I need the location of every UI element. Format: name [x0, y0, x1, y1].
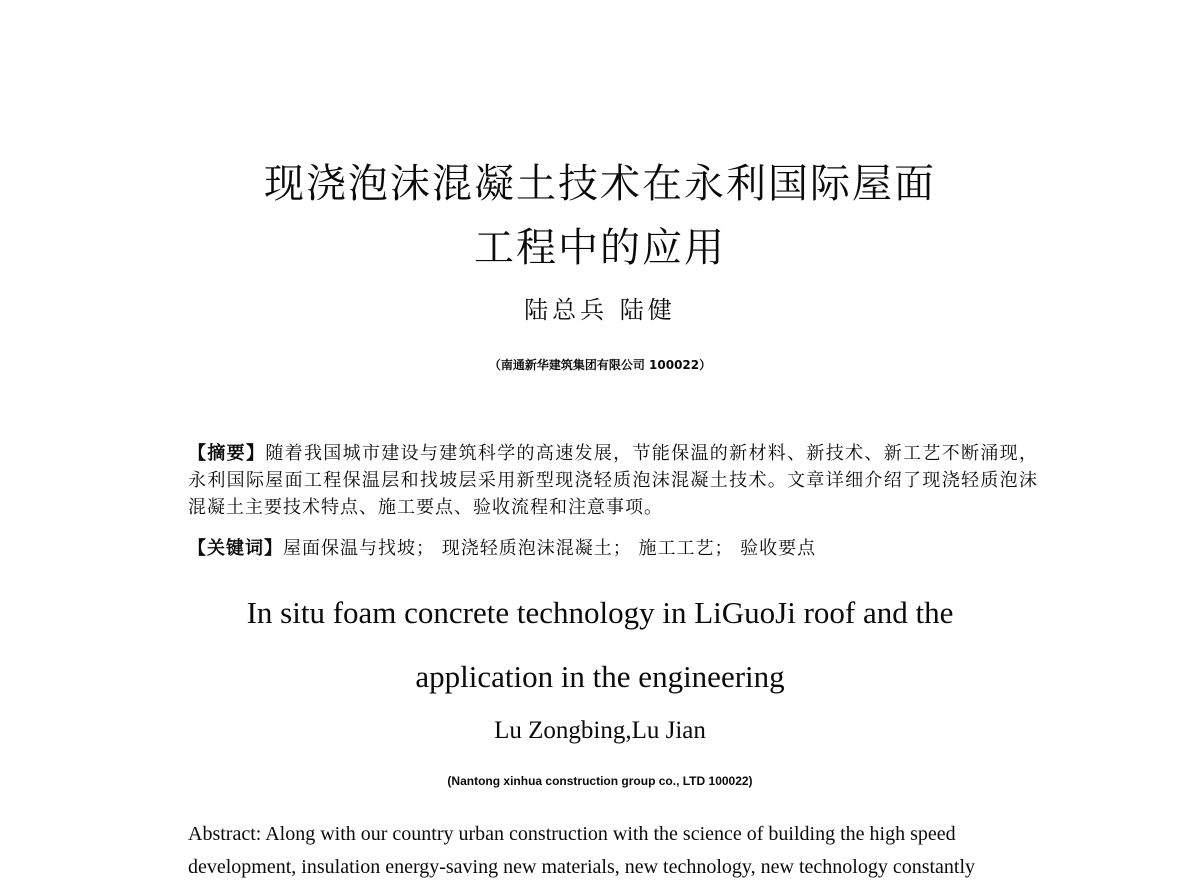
- chinese-affiliation: （南通新华建筑集团有限公司 100022）: [488, 358, 712, 372]
- chinese-title-line-2: 工程中的应用: [474, 225, 726, 271]
- chinese-keywords-label: 【关键词】: [188, 538, 283, 559]
- chinese-abstract-text: 随着我国城市建设与建筑科学的高速发展，节能保温的新材料、新技术、新工艺不断涌现，永利国际屋面工程保温层和找坡层采用新型现浇轻质泡沫混凝土技术。文章详细介绍了现浇轻质泡沫混凝土主要技术特点、施工要点、验收流程和注意事项。: [188, 443, 1039, 518]
- english-affiliation: (Nantong xinhua construction group co., LTD 100022): [447, 774, 753, 788]
- chinese-authors: 陆总兵 陆健: [524, 296, 676, 324]
- english-title-line-2: application in the engineering: [415, 659, 785, 694]
- chinese-title-line-1: 现浇泡沫混凝土技术在永利国际屋面: [264, 161, 936, 207]
- english-title-line-1: In situ foam concrete technology in LiGuoJi roof and the: [246, 595, 954, 630]
- chinese-keywords: [188, 535, 1038, 562]
- english-abstract-line-1: Abstract: Along with our country urban construction with the science of building the high speed: [188, 823, 956, 845]
- english-authors: Lu Zongbing,Lu Jian: [494, 717, 706, 744]
- english-abstract-line-2: development, insulation energy-saving new materials, new technology, new technology constantly: [188, 856, 976, 878]
- chinese-abstract: [188, 440, 1038, 521]
- chinese-abstract-label: 【摘要】: [188, 443, 266, 464]
- chinese-keywords-text: 屋面保温与找坡； 现浇轻质泡沫混凝土； 施工工艺； 验收要点: [283, 538, 817, 559]
- english-abstract: [188, 818, 1038, 884]
